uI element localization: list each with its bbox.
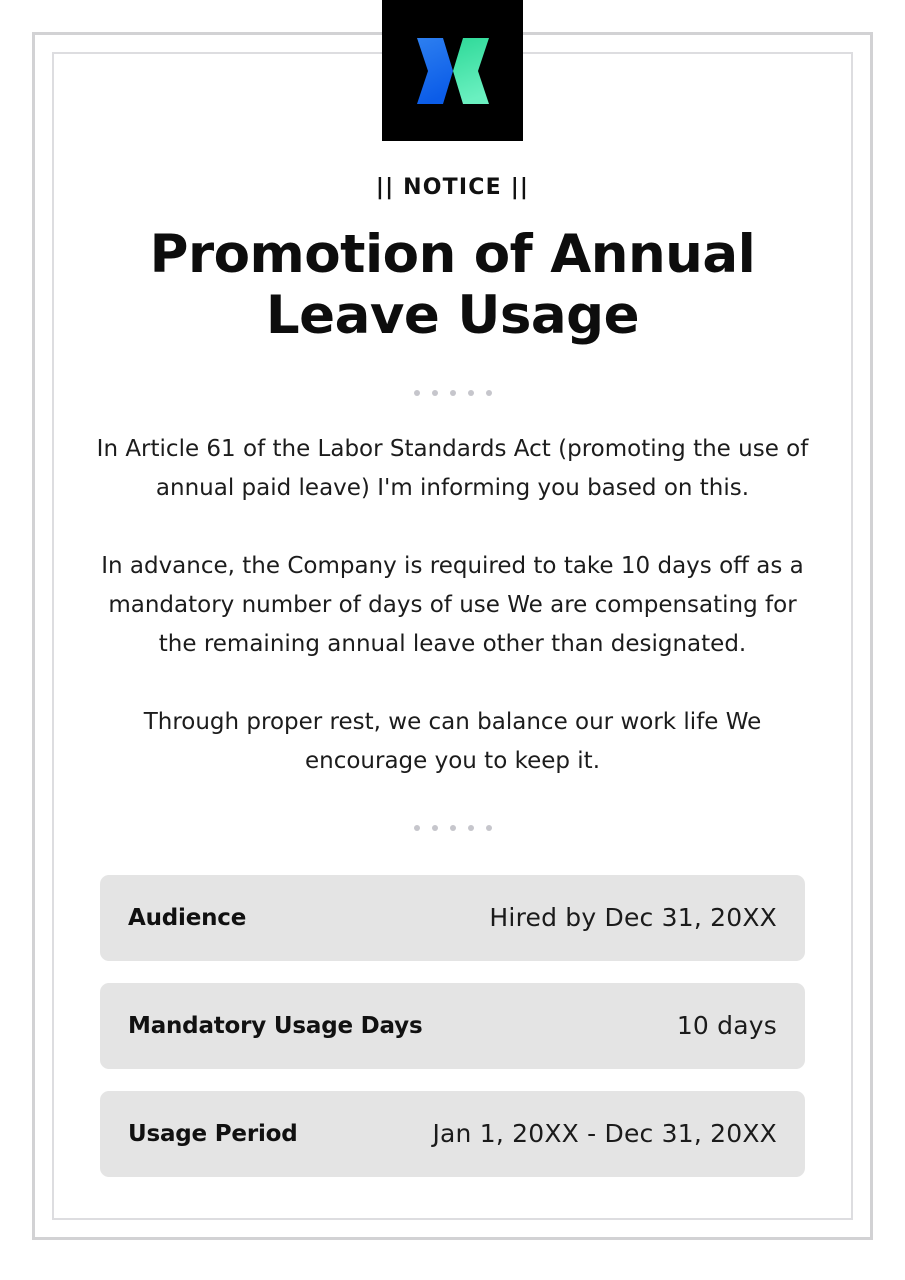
info-rows-list [0, 875, 905, 1177]
divider-dot [486, 390, 492, 396]
body-paragraph: In Article 61 of the Labor Standards Act (promoting the use of annual paid leave) I'm informing you based on this. [96, 436, 809, 501]
page-title: Promotion of Annual Leave Usage [149, 224, 756, 346]
divider-dot [450, 825, 456, 831]
divider-dot [486, 825, 492, 831]
info-label-audience: Audience [128, 904, 247, 931]
info-label-usage-period: Usage Period [128, 1120, 298, 1147]
divider-dot [432, 390, 438, 396]
body-text [0, 430, 905, 780]
info-label-mandatory-usage-days: Mandatory Usage Days [128, 1012, 423, 1039]
info-value-audience: Hired by Dec 31, 20XX [489, 903, 777, 933]
dots-divider-icon [0, 390, 905, 396]
divider-dot [468, 825, 474, 831]
notice-label: || NOTICE || [375, 175, 530, 200]
divider-dot [468, 390, 474, 396]
info-value-usage-period: Jan 1, 20XX - Dec 31, 20XX [432, 1119, 777, 1149]
table-row [100, 983, 805, 1069]
divider-dot [414, 825, 420, 831]
divider-dot [450, 390, 456, 396]
info-value-mandatory-usage-days: 10 days [676, 1011, 777, 1041]
divider-dot [414, 390, 420, 396]
dots-divider-icon-secondary [0, 825, 905, 831]
body-paragraph: In advance, the Company is required to take 10 days off as a mandatory number of days of use We are compensating for the remaining annual leave other than designated. [101, 553, 804, 657]
divider-dot [432, 825, 438, 831]
body-paragraph: Through proper rest, we can balance our work life We encourage you to keep it. [143, 709, 762, 774]
table-row [100, 875, 805, 961]
table-row [100, 1091, 805, 1177]
